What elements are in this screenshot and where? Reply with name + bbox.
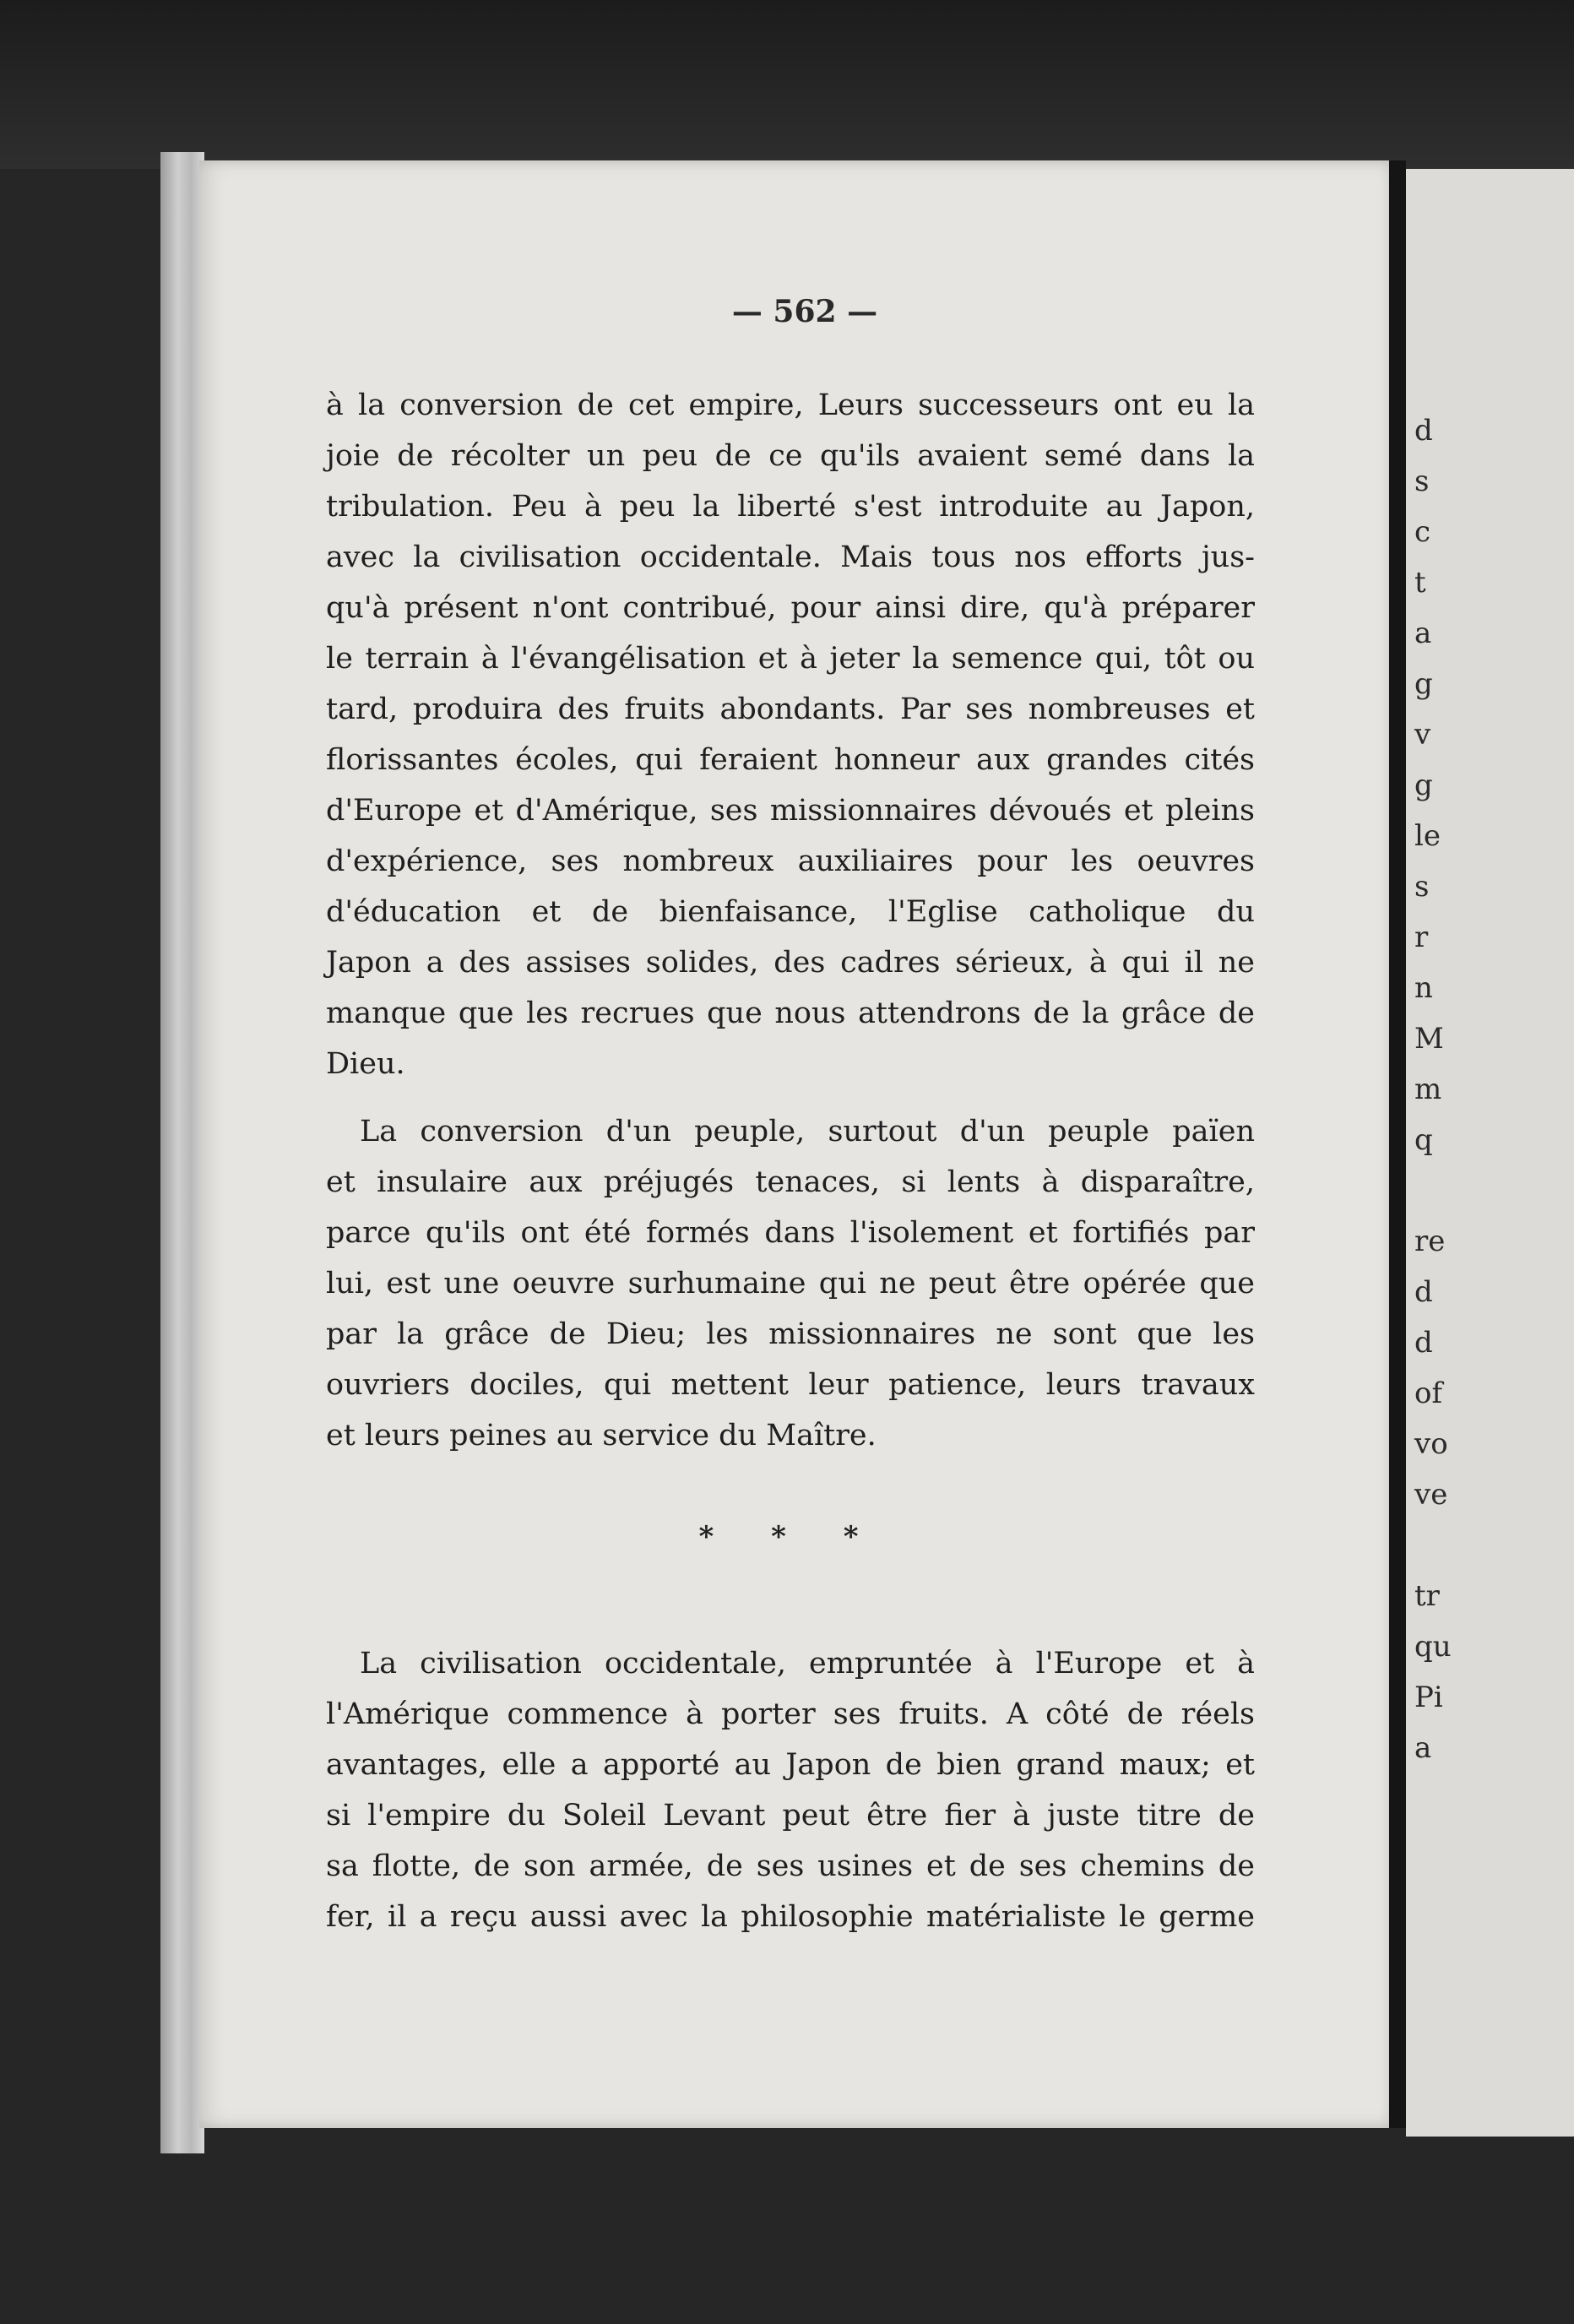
text-line: à la conversion de cet empire, Leurs successeurs ont eu la	[326, 388, 1255, 422]
text-line: avantages, elle a apporté au Japon de bien grand maux; et	[326, 1748, 1255, 1782]
text-line: Dieu.	[326, 1047, 405, 1081]
fragment: s	[1414, 464, 1430, 498]
fragment: q	[1414, 1123, 1433, 1157]
fragment: d	[1414, 1326, 1433, 1360]
text-line: joie de récolter un peu de ce qu'ils avaient semé dans la	[326, 439, 1255, 473]
paragraph-1	[326, 380, 1255, 1089]
paragraph-2	[326, 1106, 1255, 1461]
text-line: sa flotte, de son armée, de ses usines et de ses chemins de	[326, 1849, 1255, 1883]
fragment: n	[1414, 971, 1433, 1005]
text-line: si l'empire du Soleil Levant peut être fier à juste titre de	[326, 1799, 1255, 1833]
text-line: d'Europe et d'Amérique, ses missionnaires dévoués et pleins	[326, 794, 1255, 828]
text-line: qu'à présent n'ont contribué, pour ainsi dire, qu'à préparer	[326, 591, 1255, 625]
text-line: et leurs peines au service du Maître.	[326, 1419, 877, 1452]
text-line: lui, est une oeuvre surhumaine qui ne peut être opérée que	[326, 1267, 1255, 1300]
text-line: et insulaire aux préjugés tenaces, si lents à disparaître,	[326, 1165, 1255, 1199]
body-text	[326, 380, 1255, 1942]
fragment: a	[1414, 616, 1432, 650]
text-line: tard, produira des fruits abondants. Par ses nombreuses et	[326, 692, 1255, 726]
text-line: le terrain à l'évangélisation et à jeter la semence qui, tôt ou	[326, 642, 1255, 676]
text-line: manque que les recrues que nous attendrons de la grâce de	[326, 996, 1255, 1030]
fragment: tr	[1414, 1579, 1440, 1613]
text-line: parce qu'ils ont été formés dans l'isolement et fortifiés par	[326, 1216, 1255, 1250]
page-edge-stack	[160, 152, 204, 2153]
fragment: g	[1414, 667, 1433, 701]
text-line: avec la civilisation occidentale. Mais tous nos efforts jus-	[326, 540, 1255, 574]
fragment: Pi	[1414, 1681, 1443, 1714]
fragment: M	[1414, 1022, 1444, 1056]
text-line: tribulation. Peu à peu la liberté s'est introduite au Japon,	[326, 490, 1255, 524]
text-line: La conversion d'un peuple, surtout d'un peuple païen	[360, 1115, 1255, 1148]
fragment: v	[1414, 718, 1431, 752]
text-line: ouvriers dociles, qui mettent leur patience, leurs travaux	[326, 1368, 1255, 1402]
fragment: le	[1414, 819, 1441, 853]
fragment: c	[1414, 515, 1431, 549]
book-page-left	[199, 160, 1393, 2128]
fragment: of	[1414, 1376, 1443, 1410]
fragment: r	[1414, 920, 1429, 954]
fragment: ve	[1414, 1478, 1448, 1512]
photo-backdrop	[0, 0, 1574, 169]
right-page-fragments	[1414, 405, 1452, 1773]
fragment: a	[1414, 1731, 1432, 1765]
text-line: l'Amérique commence à porter ses fruits. A côté de réels	[326, 1697, 1255, 1731]
text-line: par la grâce de Dieu; les missionnaires ne sont que les	[326, 1317, 1255, 1351]
fragment: qu	[1414, 1630, 1452, 1664]
text-line: florissantes écoles, qui feraient honneur aux grandes cités	[326, 743, 1255, 777]
fragment: d	[1414, 1275, 1433, 1309]
text-line: La civilisation occidentale, empruntée à l'Europe et à	[360, 1647, 1255, 1681]
fragment: re	[1414, 1224, 1446, 1258]
text-line: d'expérience, ses nombreux auxiliaires pour les oeuvres	[326, 844, 1255, 878]
fragment: s	[1414, 870, 1430, 904]
fragment: vo	[1414, 1427, 1448, 1461]
text-line: d'éducation et de bienfaisance, l'Eglise catholique du	[326, 895, 1255, 929]
fragment: d	[1414, 414, 1433, 448]
section-separator: * * *	[698, 1520, 882, 1554]
text-line: fer, il a reçu aussi avec la philosophie matérialiste le germe	[326, 1900, 1255, 1934]
fragment: m	[1414, 1072, 1442, 1106]
page-number: — 562 —	[731, 294, 878, 329]
text-line: Japon a des assises solides, des cadres sérieux, à qui il ne	[326, 946, 1255, 980]
book-page-right-partial	[1406, 169, 1574, 2137]
book-gutter	[1389, 160, 1406, 2128]
fragment: g	[1414, 768, 1433, 802]
fragment: t	[1414, 566, 1426, 600]
paragraph-3	[326, 1638, 1255, 1942]
